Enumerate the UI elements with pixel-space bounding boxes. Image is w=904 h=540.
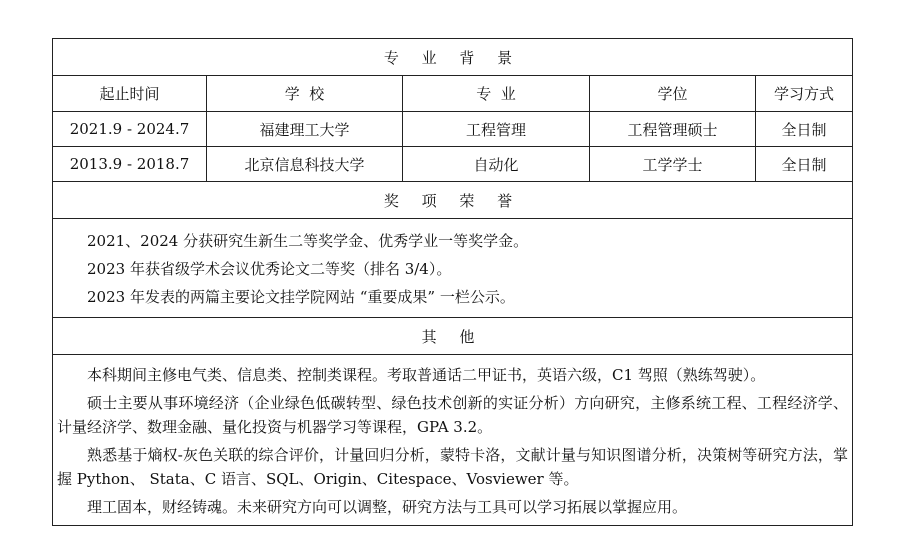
section-title-awards: 奖 项 荣 誉 — [53, 182, 853, 219]
cell-period: 2021.9 - 2024.7 — [53, 112, 207, 147]
resume-table — [52, 38, 853, 526]
other-paragraph: 本科期间主修电气类、信息类、控制类课程。考取普通话二甲证书，英语六级，C1 驾照（熟练驾驶）。 — [87, 366, 766, 384]
section-title-background: 专 业 背 景 — [53, 39, 853, 76]
column-header-major: 专 业 — [403, 76, 590, 112]
other-paragraph: 硕士主要从事环境经济（企业绿色低碳转型、绿色技术创新的实证分析）方向研究，主修系统工程、工程经济学、计量经济学、数理金融、量化投资与机器学习等课程，GPA 3.2。 — [57, 394, 849, 436]
award-item: 2023 年获省级学术会议优秀论文二等奖（排名 3/4）。 — [87, 260, 452, 278]
cell-mode: 全日制 — [756, 147, 853, 182]
cell-major: 工程管理 — [403, 112, 590, 147]
table-row — [53, 147, 853, 182]
cell-period: 2013.9 - 2018.7 — [53, 147, 207, 182]
cell-degree: 工学学士 — [590, 147, 756, 182]
column-header-school: 学 校 — [207, 76, 403, 112]
cell-mode: 全日制 — [756, 112, 853, 147]
table-header-row — [53, 76, 853, 112]
other-paragraph: 熟悉基于熵权-灰色关联的综合评价，计量回归分析，蒙特卡洛，文献计量与知识图谱分析，决策树等研究方法，掌握 Python、 Stata、C 语言、SQL、Origin、Citespace、Vosviewer 等。 — [57, 446, 849, 488]
column-header-period: 起止时间 — [53, 76, 207, 112]
column-header-degree: 学位 — [590, 76, 756, 112]
table-row — [53, 112, 853, 147]
other-content — [53, 355, 853, 526]
cell-major: 自动化 — [403, 147, 590, 182]
awards-content — [53, 219, 853, 318]
cell-degree: 工程管理硕士 — [590, 112, 756, 147]
section-title-other: 其 他 — [53, 318, 853, 355]
cell-school: 福建理工大学 — [207, 112, 403, 147]
award-item: 2023 年发表的两篇主要论文挂学院网站 “重要成果” 一栏公示。 — [87, 288, 515, 306]
cell-school: 北京信息科技大学 — [207, 147, 403, 182]
award-item: 2021、2024 分获研究生新生二等奖学金、优秀学业一等奖学金。 — [87, 232, 529, 250]
column-header-mode: 学习方式 — [756, 76, 853, 112]
other-paragraph: 理工固本，财经铸魂。未来研究方向可以调整，研究方法与工具可以学习拓展以掌握应用。 — [87, 498, 688, 516]
